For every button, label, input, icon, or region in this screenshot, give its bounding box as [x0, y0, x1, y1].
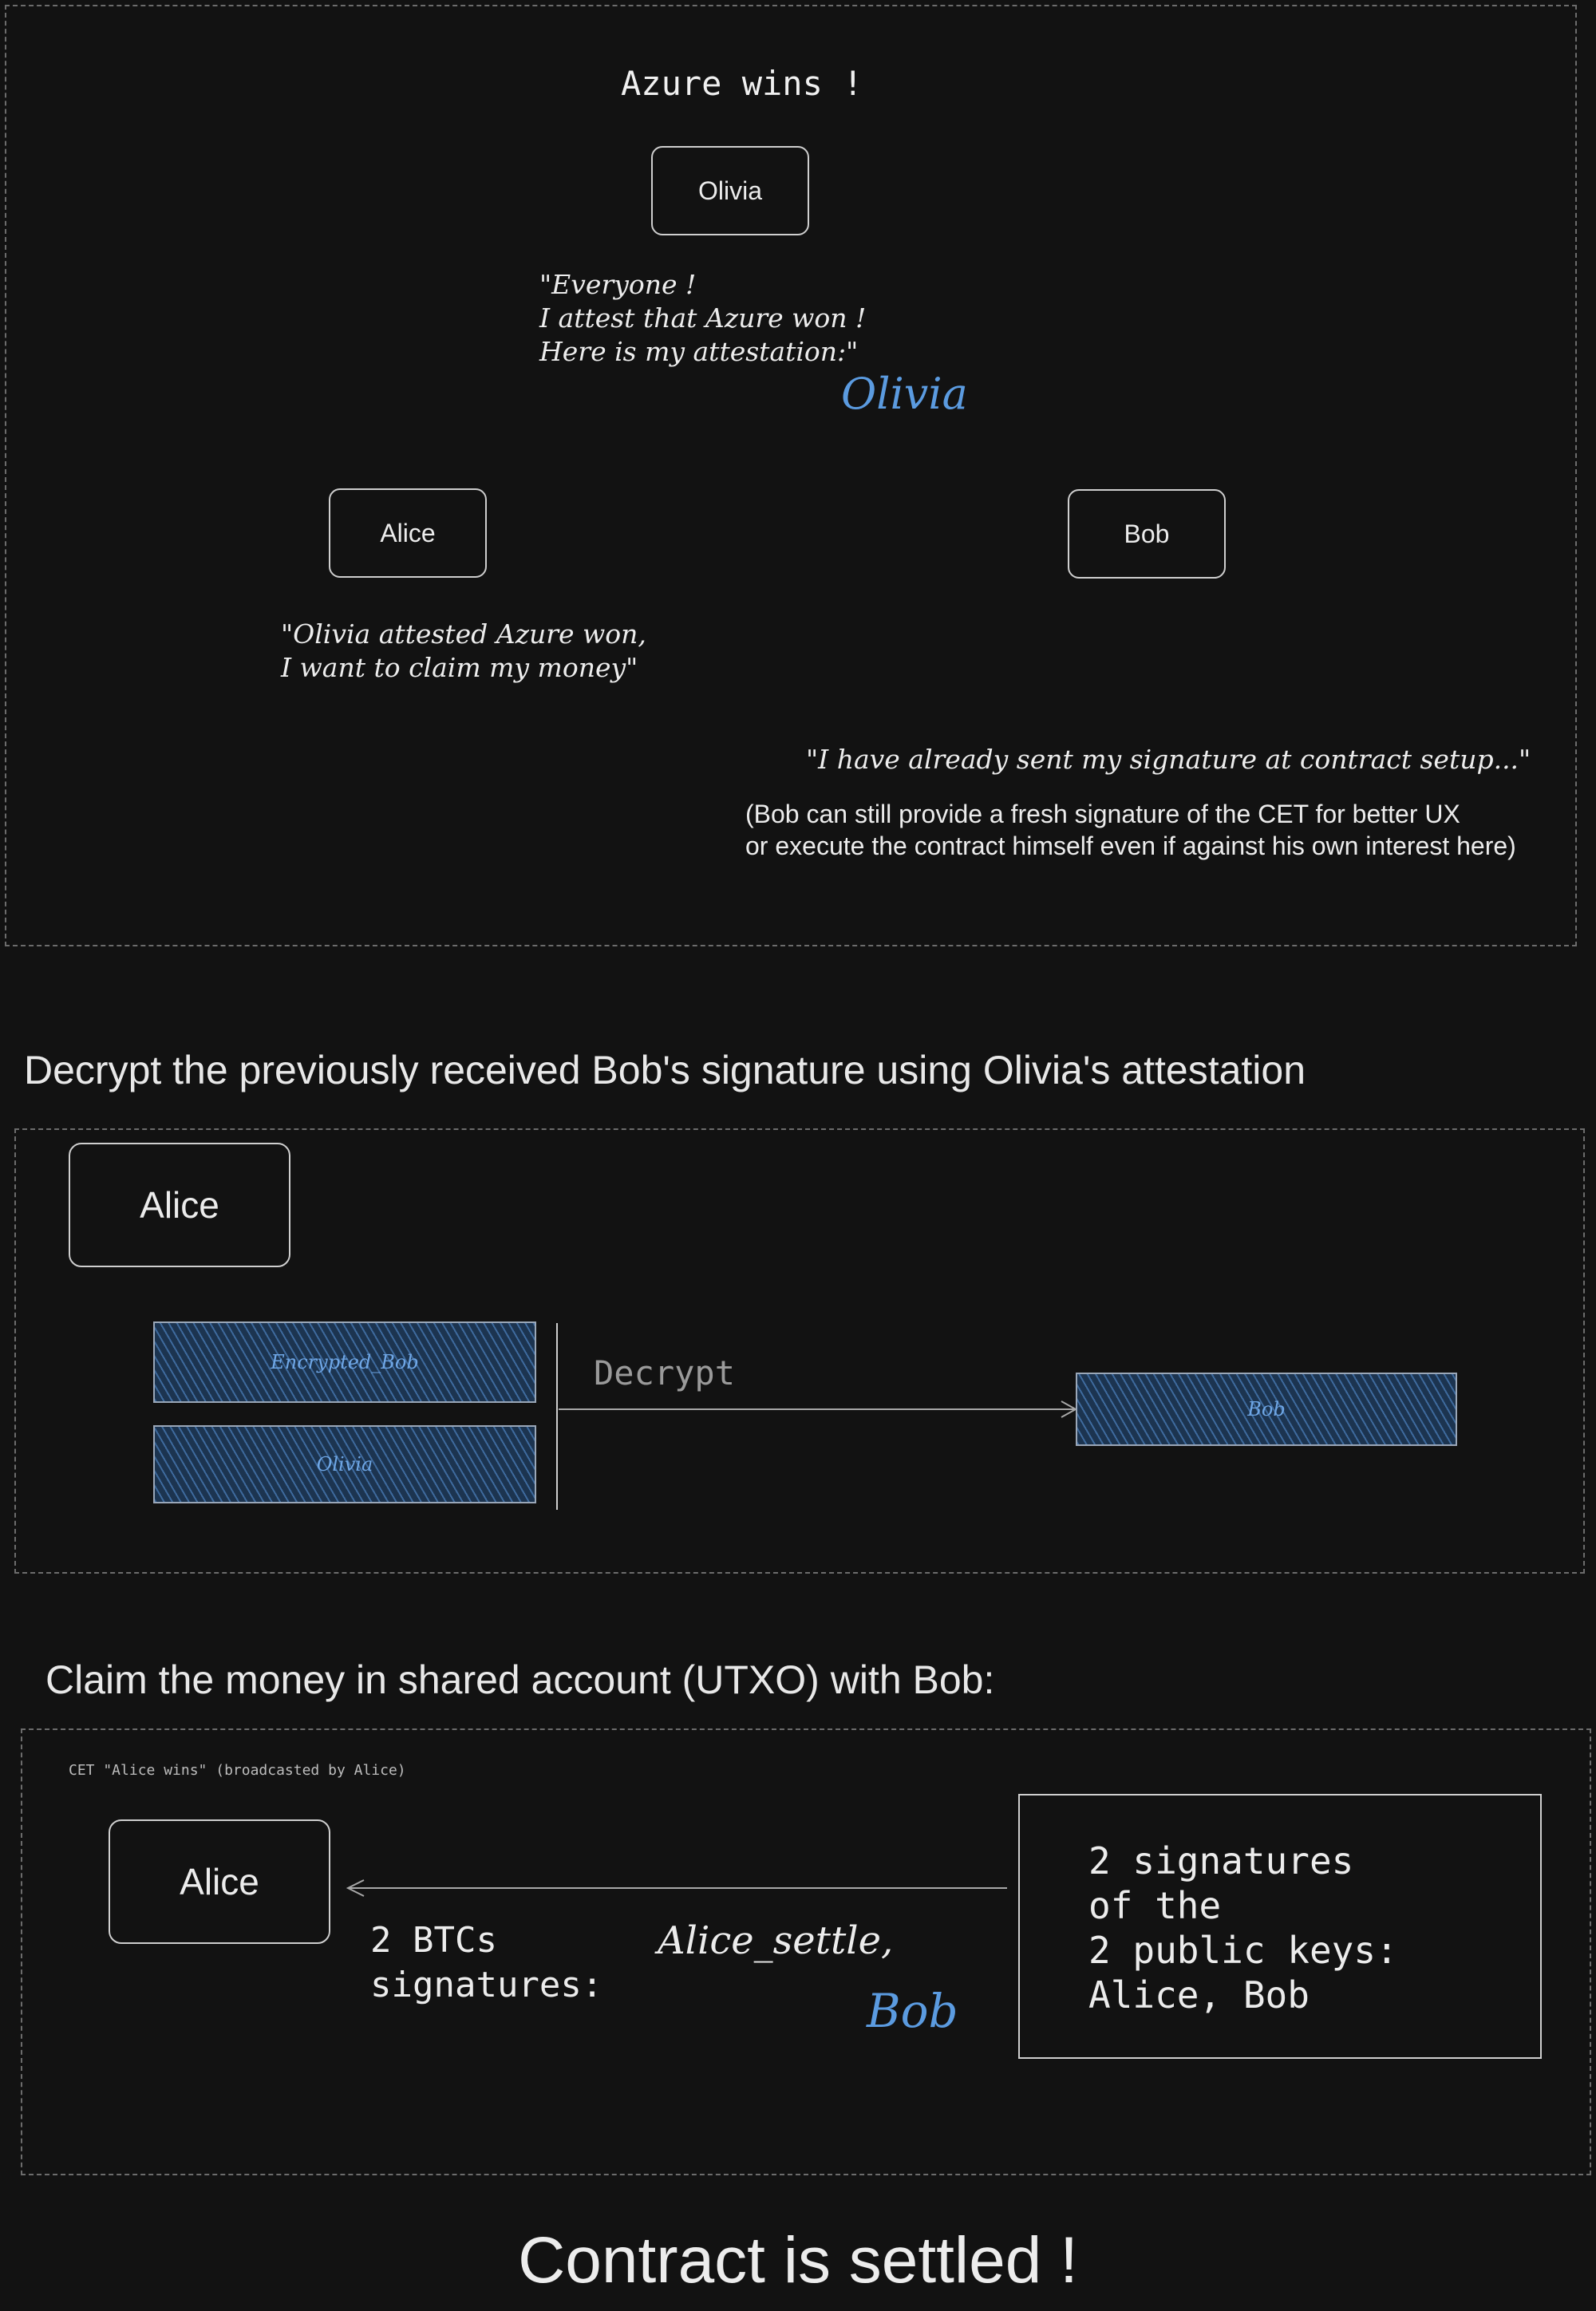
olivia-block-label: Olivia — [316, 1453, 373, 1475]
olivia-node-label: Olivia — [697, 176, 762, 205]
alice-quote-line: I want to claim my money" — [281, 652, 638, 683]
section3-heading: Claim the money in shared account (UTXO) with Bob: — [45, 1657, 995, 1702]
settled-footer: Contract is settled ! — [518, 2224, 1078, 2297]
olivia-attestation: Olivia — [841, 369, 968, 419]
sig-alice-settle: Alice_settle, — [658, 1918, 894, 1963]
decrypted-bob-label: Bob — [1247, 1398, 1286, 1420]
alice-node-label: Alice — [380, 518, 436, 547]
olivia-quote-line: I attest that Azure won ! — [539, 302, 867, 334]
cet-caption: CET "Alice wins" (broadcasted by Alice) — [69, 1762, 406, 1779]
sig-label — [370, 1918, 602, 2008]
public-keys-line: of the — [1088, 1884, 1222, 1927]
bob-node-label: Bob — [1124, 519, 1170, 548]
sig-label-line: 2 BTCs — [370, 1920, 497, 1961]
public-keys-line: Alice, Bob — [1088, 1973, 1310, 2017]
section1-title: Azure wins ! — [621, 64, 863, 103]
section2-heading: Decrypt the previously received Bob's signature using Olivia's attestation — [24, 1048, 1306, 1092]
public-keys-text — [1088, 1839, 1398, 2017]
olivia-quote-line: Here is my attestation:" — [539, 336, 859, 367]
bob-quote: "I have already sent my signature at contract setup..." — [806, 744, 1531, 775]
bob-note-line: or execute the contract himself even if against his own interest here) — [745, 832, 1516, 860]
bob-note-line: (Bob can still provide a fresh signature of the CET for better UX — [745, 800, 1460, 828]
sig-bob: Bob — [867, 1984, 958, 2038]
decrypt-alice-label: Alice — [140, 1184, 219, 1226]
claim-alice-label: Alice — [180, 1861, 259, 1902]
public-keys-line: 2 public keys: — [1088, 1929, 1398, 1972]
public-keys-box — [1018, 1794, 1542, 2059]
decrypted-bob-block — [1076, 1373, 1457, 1446]
encrypted-bob-label: Encrypted_Bob — [271, 1351, 419, 1373]
alice-quote-line: "Olivia attested Azure won, — [281, 618, 646, 650]
olivia-quote-line: "Everyone ! — [539, 269, 697, 300]
decrypt-label: Decrypt — [594, 1353, 736, 1393]
sig-label-line: signatures: — [370, 1965, 603, 2005]
claim-alice-node — [109, 1819, 330, 1944]
public-keys-line: 2 signatures — [1088, 1839, 1354, 1882]
